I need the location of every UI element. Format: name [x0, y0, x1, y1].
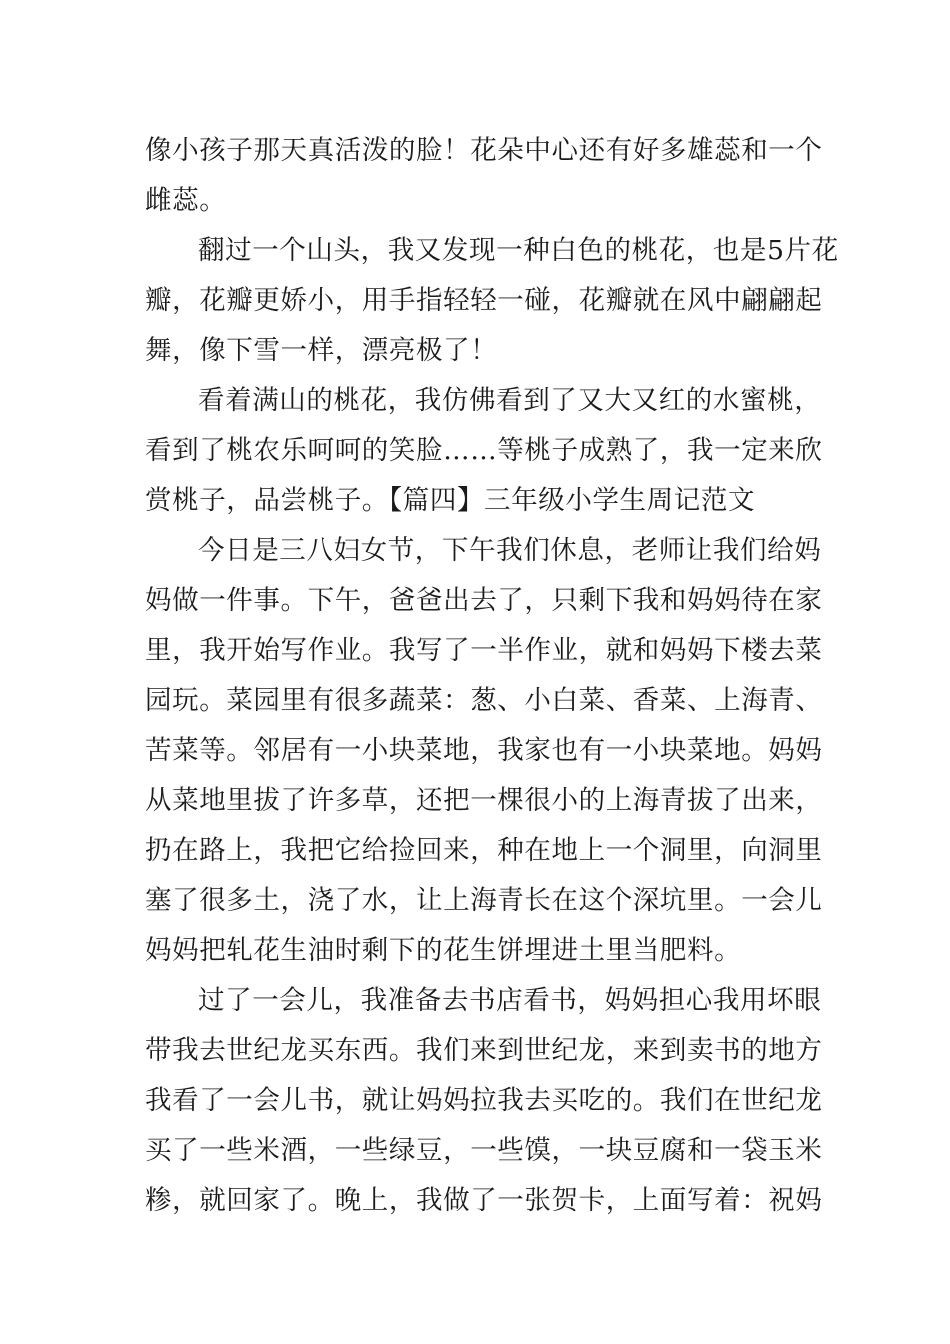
text-line: 看到了桃农乐呵呵的笑脸……等桃子成熟了，我一定来欣 — [145, 435, 823, 466]
text-line: 园玩。菜园里有很多蔬菜：葱、小白菜、香菜、上海青、 — [145, 685, 823, 716]
text-line: 瓣，花瓣更娇小，用手指轻轻一碰，花瓣就在风中翩翩起 — [145, 285, 823, 316]
text-line: 糁，就回家了。晚上，我做了一张贺卡，上面写着：祝妈 — [145, 1185, 823, 1216]
text-line: 雌蕊。 — [145, 185, 227, 216]
text-line: 我看了一会儿书，就让妈妈拉我去买吃的。我们在世纪龙 — [145, 1085, 823, 1116]
text-line: 妈妈把轧花生油时剩下的花生饼埋进土里当肥料。 — [145, 935, 742, 966]
text-line: 翻过一个山头，我又发现一种白色的桃花，也是5片花 — [198, 235, 839, 266]
text-line: 带我去世纪龙买东西。我们来到世纪龙，来到卖书的地方 — [145, 1035, 823, 1066]
text-line: 舞，像下雪一样，漂亮极了！ — [145, 335, 498, 366]
text-line: 里，我开始写作业。我写了一半作业，就和妈妈下楼去菜 — [145, 635, 823, 666]
text-line: 妈做一件事。下午，爸爸出去了，只剩下我和妈妈待在家 — [145, 585, 823, 616]
text-line: 从菜地里拔了许多草，还把一棵很小的上海青拔了出来， — [145, 785, 823, 816]
text-line: 看着满山的桃花，我仿佛看到了又大又红的水蜜桃， — [198, 385, 822, 416]
text-line: 买了一些米酒，一些绿豆，一些馍，一块豆腐和一袋玉米 — [145, 1135, 823, 1166]
text-line: 今日是三八妇女节，下午我们休息，老师让我们给妈 — [198, 535, 822, 566]
text-line: 苦菜等。邻居有一小块菜地，我家也有一小块菜地。妈妈 — [145, 735, 823, 766]
text-line: 赏桃子，品尝桃子。【篇四】三年级小学生周记范文 — [145, 485, 756, 516]
text-line: 塞了很多土，浇了水，让上海青长在这个深坑里。一会儿 — [145, 885, 823, 916]
text-line: 过了一会儿，我准备去书店看书，妈妈担心我用坏眼 — [198, 985, 822, 1016]
text-line: 扔在路上，我把它给捡回来，种在地上一个洞里，向洞里 — [145, 835, 823, 866]
text-line: 像小孩子那天真活泼的脸！花朵中心还有好多雄蕊和一个 — [145, 135, 823, 166]
